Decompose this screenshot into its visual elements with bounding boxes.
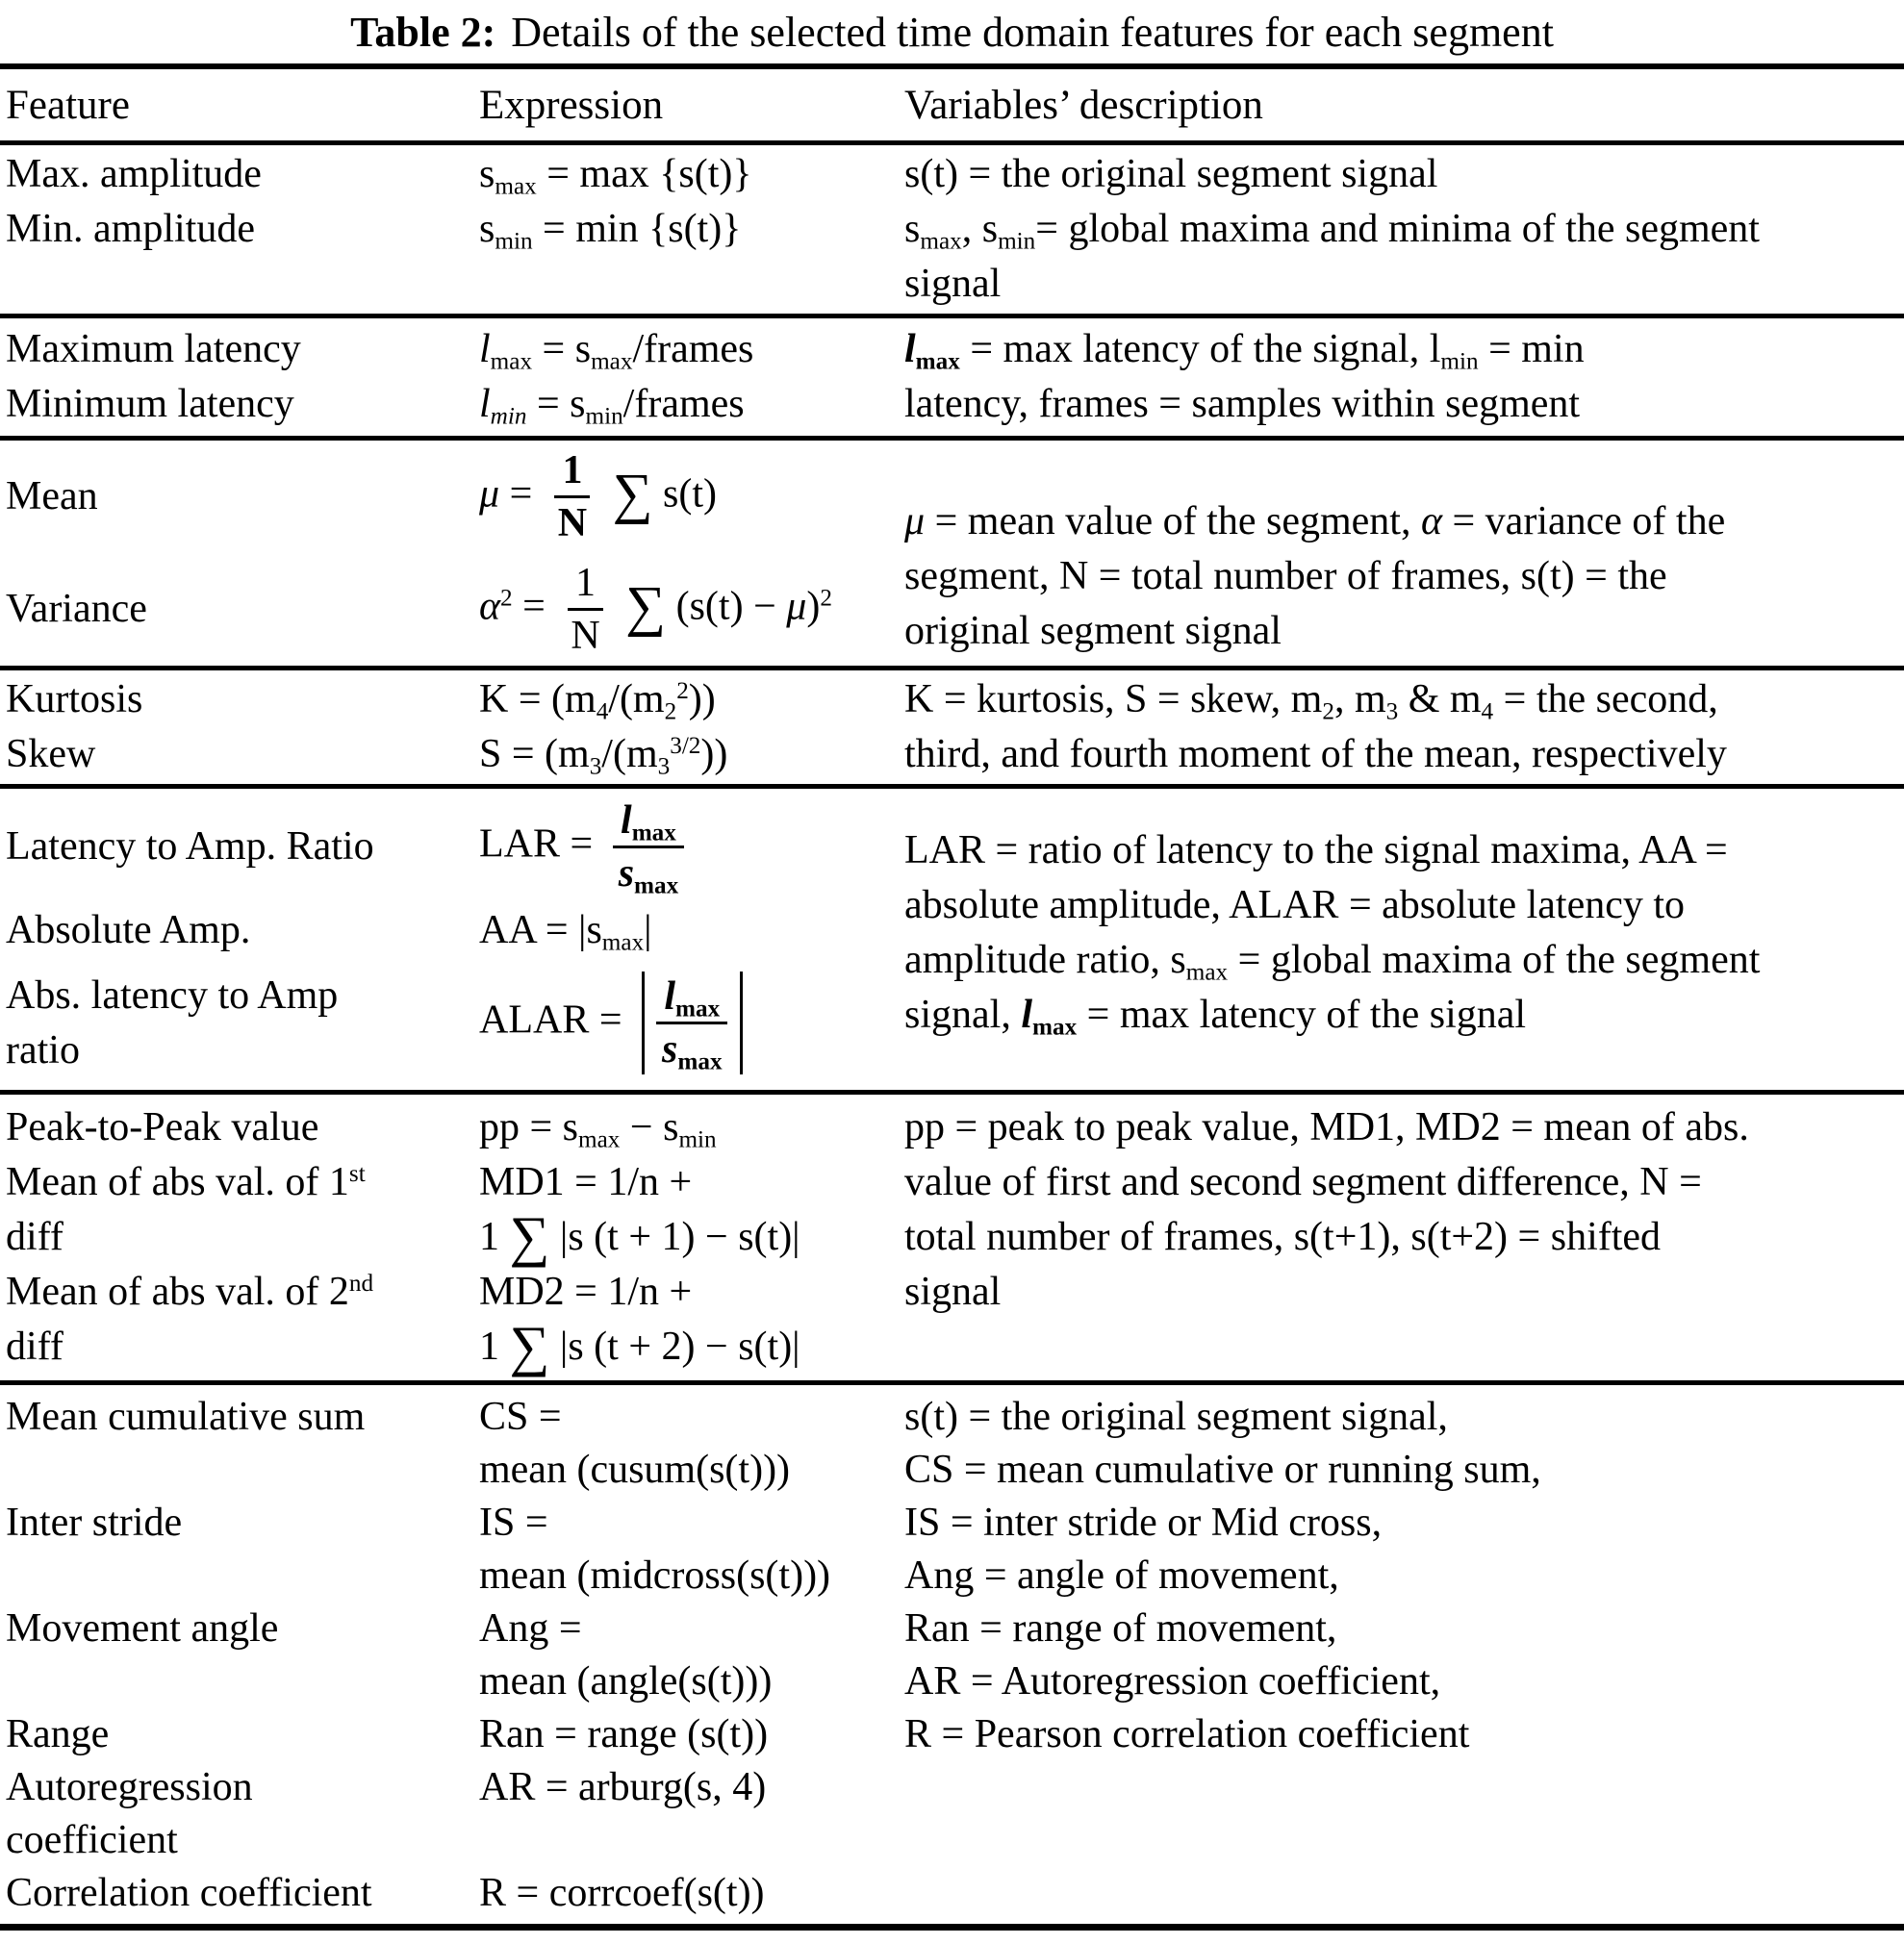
cell-line: $l_{min}$ = $s_{min}$/frames	[479, 382, 745, 430]
expression-column	[479, 322, 904, 432]
cell-line: original segment signal	[904, 609, 1282, 653]
cell-text: Abs. latency to Amp ratio	[6, 972, 339, 1073]
cell-line: MD2 = 1/n +	[479, 1270, 693, 1314]
cell-line: $K = (m_4/(m_2^2))$	[479, 677, 716, 725]
cell-line: Correlation coefficient	[6, 1871, 372, 1915]
cell-line: CS = mean cumulative or running sum,	[904, 1448, 1541, 1492]
cell-text: Latency to Amp. Ratio	[6, 824, 374, 869]
cell-line: Minimum latency	[6, 382, 294, 426]
cell-line	[904, 1761, 1900, 1814]
expression-cell	[479, 441, 904, 553]
expression-cell	[479, 322, 904, 432]
cell-line: amplitude ratio, $s_{max}$ = global maxima of the segment	[904, 938, 1761, 986]
cell-line	[904, 1814, 1900, 1867]
summation-icon: ∑	[509, 1314, 550, 1377]
cell-line: $s_{min} = \min \{s(t)\}$	[479, 207, 742, 255]
table-group-3	[0, 670, 1904, 784]
description-cell	[904, 441, 1900, 659]
cell-line: 1 ∑ |s (t + 2) − s(t)|	[479, 1314, 800, 1377]
cell-line: total number of frames, s(t+1), s(t+2) = shifted	[904, 1215, 1662, 1259]
table-bottom-rule	[0, 1924, 1904, 1931]
fraction	[563, 560, 607, 660]
cell-line	[904, 1867, 1900, 1920]
expression-cell	[479, 958, 904, 1088]
fraction-numerator: 1	[568, 560, 603, 611]
cell-line: coefficient	[6, 1818, 178, 1862]
table-group-0	[0, 145, 1904, 314]
feature-cell	[6, 147, 479, 257]
summation-icon: ∑	[509, 1204, 550, 1268]
cell-line	[6, 1550, 479, 1603]
cell-line: latency, frames = samples within segment	[904, 382, 1581, 426]
expression-cell	[479, 553, 904, 666]
cell-text: Mean	[6, 474, 98, 518]
feature-column	[0, 441, 479, 666]
table-group-6	[0, 1385, 1904, 1924]
cell-line: 1 ∑ |s (t + 1) − s(t)|	[479, 1204, 800, 1268]
cell-line: IS =	[479, 1501, 548, 1545]
fraction-numerator: $l_{max}$	[613, 797, 684, 848]
feature-column	[0, 1391, 479, 1920]
cell-line: LAR = ratio of latency to the signal maxima, AA =	[904, 828, 1728, 872]
cell-line: signal	[904, 1270, 1002, 1314]
description-column	[904, 791, 1904, 1088]
cell-line: IS = inter stride or Mid cross,	[904, 1501, 1383, 1545]
cell-line: Maximum latency	[6, 327, 301, 371]
fraction-denominator: N	[557, 501, 588, 545]
description-column	[904, 441, 1904, 666]
cell-line: value of first and second segment difference, N =	[904, 1160, 1702, 1204]
cell-text: Absolute Amp.	[6, 908, 251, 952]
cell-line: MD1 = 1/n +	[479, 1160, 693, 1204]
cell-line: mean (angle(s(t)))	[479, 1659, 773, 1704]
cell-line: μ = mean value of the segment, α = variance of the	[904, 499, 1726, 543]
expression-cell	[479, 791, 904, 903]
formula: LAR = $\frac{l_{max}}{s_{max}}$	[479, 797, 694, 897]
cell-line: Kurtosis	[6, 677, 143, 721]
description-cell	[904, 791, 1900, 1043]
expression-column	[479, 1100, 904, 1375]
summation-icon: ∑	[625, 574, 667, 638]
expression-column	[479, 1391, 904, 1920]
description-cell	[904, 147, 1900, 312]
table-header-row	[0, 69, 1904, 140]
description-cell	[904, 1100, 1900, 1320]
cell-line: Ran = range (s(t))	[479, 1712, 769, 1756]
cell-line: K = kurtosis, S = skew, $m_2$, $m_3$ & $m_4$ = the second,	[904, 677, 1718, 725]
expression-cell	[479, 1391, 904, 1920]
cell-line: $l_{max} = \max$ latency of the signal, $l_{min} = \min$	[904, 327, 1585, 375]
description-cell	[904, 322, 1900, 432]
fraction	[611, 797, 687, 897]
expression-cell	[479, 903, 904, 958]
cell-line: third, and fourth moment of the mean, respectively	[904, 732, 1727, 776]
feature-cell	[6, 322, 479, 432]
table-group-4	[0, 789, 1904, 1090]
description-column	[904, 322, 1904, 432]
fraction-denominator: N	[571, 614, 600, 658]
expression-column	[479, 672, 904, 782]
feature-column	[0, 672, 479, 782]
cell-line: Max. amplitude	[6, 152, 262, 196]
expression-column	[479, 791, 904, 1088]
cell-text: Variance	[6, 587, 147, 631]
cell-line: Movement angle	[6, 1606, 279, 1651]
cell-line: signal, $l_{max} = \max$ latency of the signal	[904, 993, 1527, 1041]
cell-line: diff	[6, 1215, 63, 1259]
cell-line	[6, 1444, 479, 1497]
expression-cell	[479, 672, 904, 782]
cell-line: mean (cusum(s(t)))	[479, 1448, 791, 1492]
description-cell	[904, 1391, 1900, 1920]
expression-column	[479, 441, 904, 666]
table-caption-label: Table 2:	[350, 9, 496, 56]
cell-line: mean (midcross(s(t)))	[479, 1553, 831, 1598]
fraction-numerator: 1	[554, 447, 590, 498]
cell-line: Range	[6, 1712, 110, 1756]
feature-column	[0, 322, 479, 432]
cell-line: $S = (m_3/(m_3^{3/2}))$	[479, 732, 728, 780]
header-feature: Feature	[6, 83, 130, 128]
cell-line: Skew	[6, 732, 96, 776]
feature-cell	[6, 672, 479, 782]
cell-line: s(t) = the original segment signal	[904, 152, 1438, 196]
cell-line: Min. amplitude	[6, 207, 255, 251]
fraction	[642, 972, 743, 1075]
cell-line	[6, 1655, 479, 1708]
formula: μ = $\frac{1}{N}$ ∑ s(t)	[479, 447, 718, 545]
cell-line: Mean of abs val. of 1st	[6, 1160, 366, 1204]
fraction	[550, 447, 595, 547]
cell-line: AR = Autoregression coefficient,	[904, 1659, 1441, 1704]
cell-line: s(t) = the original segment signal,	[904, 1395, 1448, 1439]
cell-line: $l_{max}$ = $s_{max}$/frames	[479, 327, 754, 375]
cell-line	[479, 1814, 904, 1867]
cell-line: R = corrcoef(s(t))	[479, 1871, 765, 1915]
cell-line: Mean of abs val. of 2nd	[6, 1270, 374, 1314]
table-body	[0, 145, 1904, 1931]
feature-cell	[6, 958, 479, 1088]
cell-line: Ang = angle of movement,	[904, 1553, 1339, 1598]
expression-cell	[479, 147, 904, 257]
description-column	[904, 1100, 1904, 1375]
feature-column	[0, 1100, 479, 1375]
cell-line: Mean cumulative sum	[6, 1395, 366, 1439]
cell-line: CS =	[479, 1395, 562, 1439]
cell-line: pp = peak to peak value, MD1, MD2 = mean of abs.	[904, 1105, 1749, 1149]
header-expression: Expression	[479, 83, 664, 128]
cell-line: signal	[904, 262, 1002, 306]
formula: $\alpha^2$ = $\frac{1}{N}$ ∑ $(s(t) - \mu)^2$	[479, 560, 832, 658]
summation-icon: ∑	[612, 462, 653, 525]
table-caption	[0, 0, 1904, 63]
cell-line: $s_{max}$, $s_{min}=$ global maxima and minima of the segment	[904, 207, 1760, 255]
fraction-denominator: $s_{max}$	[618, 851, 679, 899]
table-caption-text: Details of the selected time domain features for each segment	[511, 9, 1554, 56]
cell-line: Autoregression	[6, 1765, 253, 1809]
fraction-denominator: $s_{max}$	[662, 1027, 723, 1075]
feature-cell	[6, 903, 479, 958]
cell-text: AA = $|s_{max}|$	[479, 908, 652, 956]
cell-line: Peak-to-Peak value	[6, 1105, 319, 1149]
description-column	[904, 672, 1904, 782]
formula: ALAR = $\frac{l_{max}}{s_{max}}$	[479, 972, 752, 1075]
cell-line: Ang =	[479, 1606, 582, 1651]
table-group-1	[0, 318, 1904, 436]
feature-cell	[6, 1391, 479, 1920]
table-group-5	[0, 1095, 1904, 1380]
cell-line: absolute amplitude, ALAR = absolute latency to	[904, 883, 1686, 927]
cell-line: AR = arburg(s, 4)	[479, 1765, 767, 1809]
fraction-numerator: $l_{max}$	[656, 973, 727, 1024]
description-column	[904, 147, 1904, 312]
description-column	[904, 1391, 1904, 1920]
table-group-2	[0, 441, 1904, 666]
header-description: Variables’ description	[904, 83, 1263, 128]
cell-line: Inter stride	[6, 1501, 183, 1545]
expression-cell	[479, 1100, 904, 1375]
feature-column	[0, 147, 479, 312]
feature-cell	[6, 1100, 479, 1375]
feature-cell	[6, 441, 479, 553]
cell-line: $s_{max} = \max \{s(t)\}$	[479, 152, 752, 200]
cell-line: R = Pearson correlation coefficient	[904, 1712, 1470, 1756]
feature-column	[0, 791, 479, 1088]
expression-column	[479, 147, 904, 312]
cell-line: Ran = range of movement,	[904, 1606, 1337, 1651]
cell-line: pp = $s_{max} - s_{min}$	[479, 1105, 717, 1153]
feature-cell	[6, 553, 479, 666]
cell-line: diff	[6, 1325, 63, 1369]
feature-cell	[6, 791, 479, 903]
description-cell	[904, 672, 1900, 782]
cell-line: segment, N = total number of frames, s(t) = the	[904, 554, 1667, 598]
